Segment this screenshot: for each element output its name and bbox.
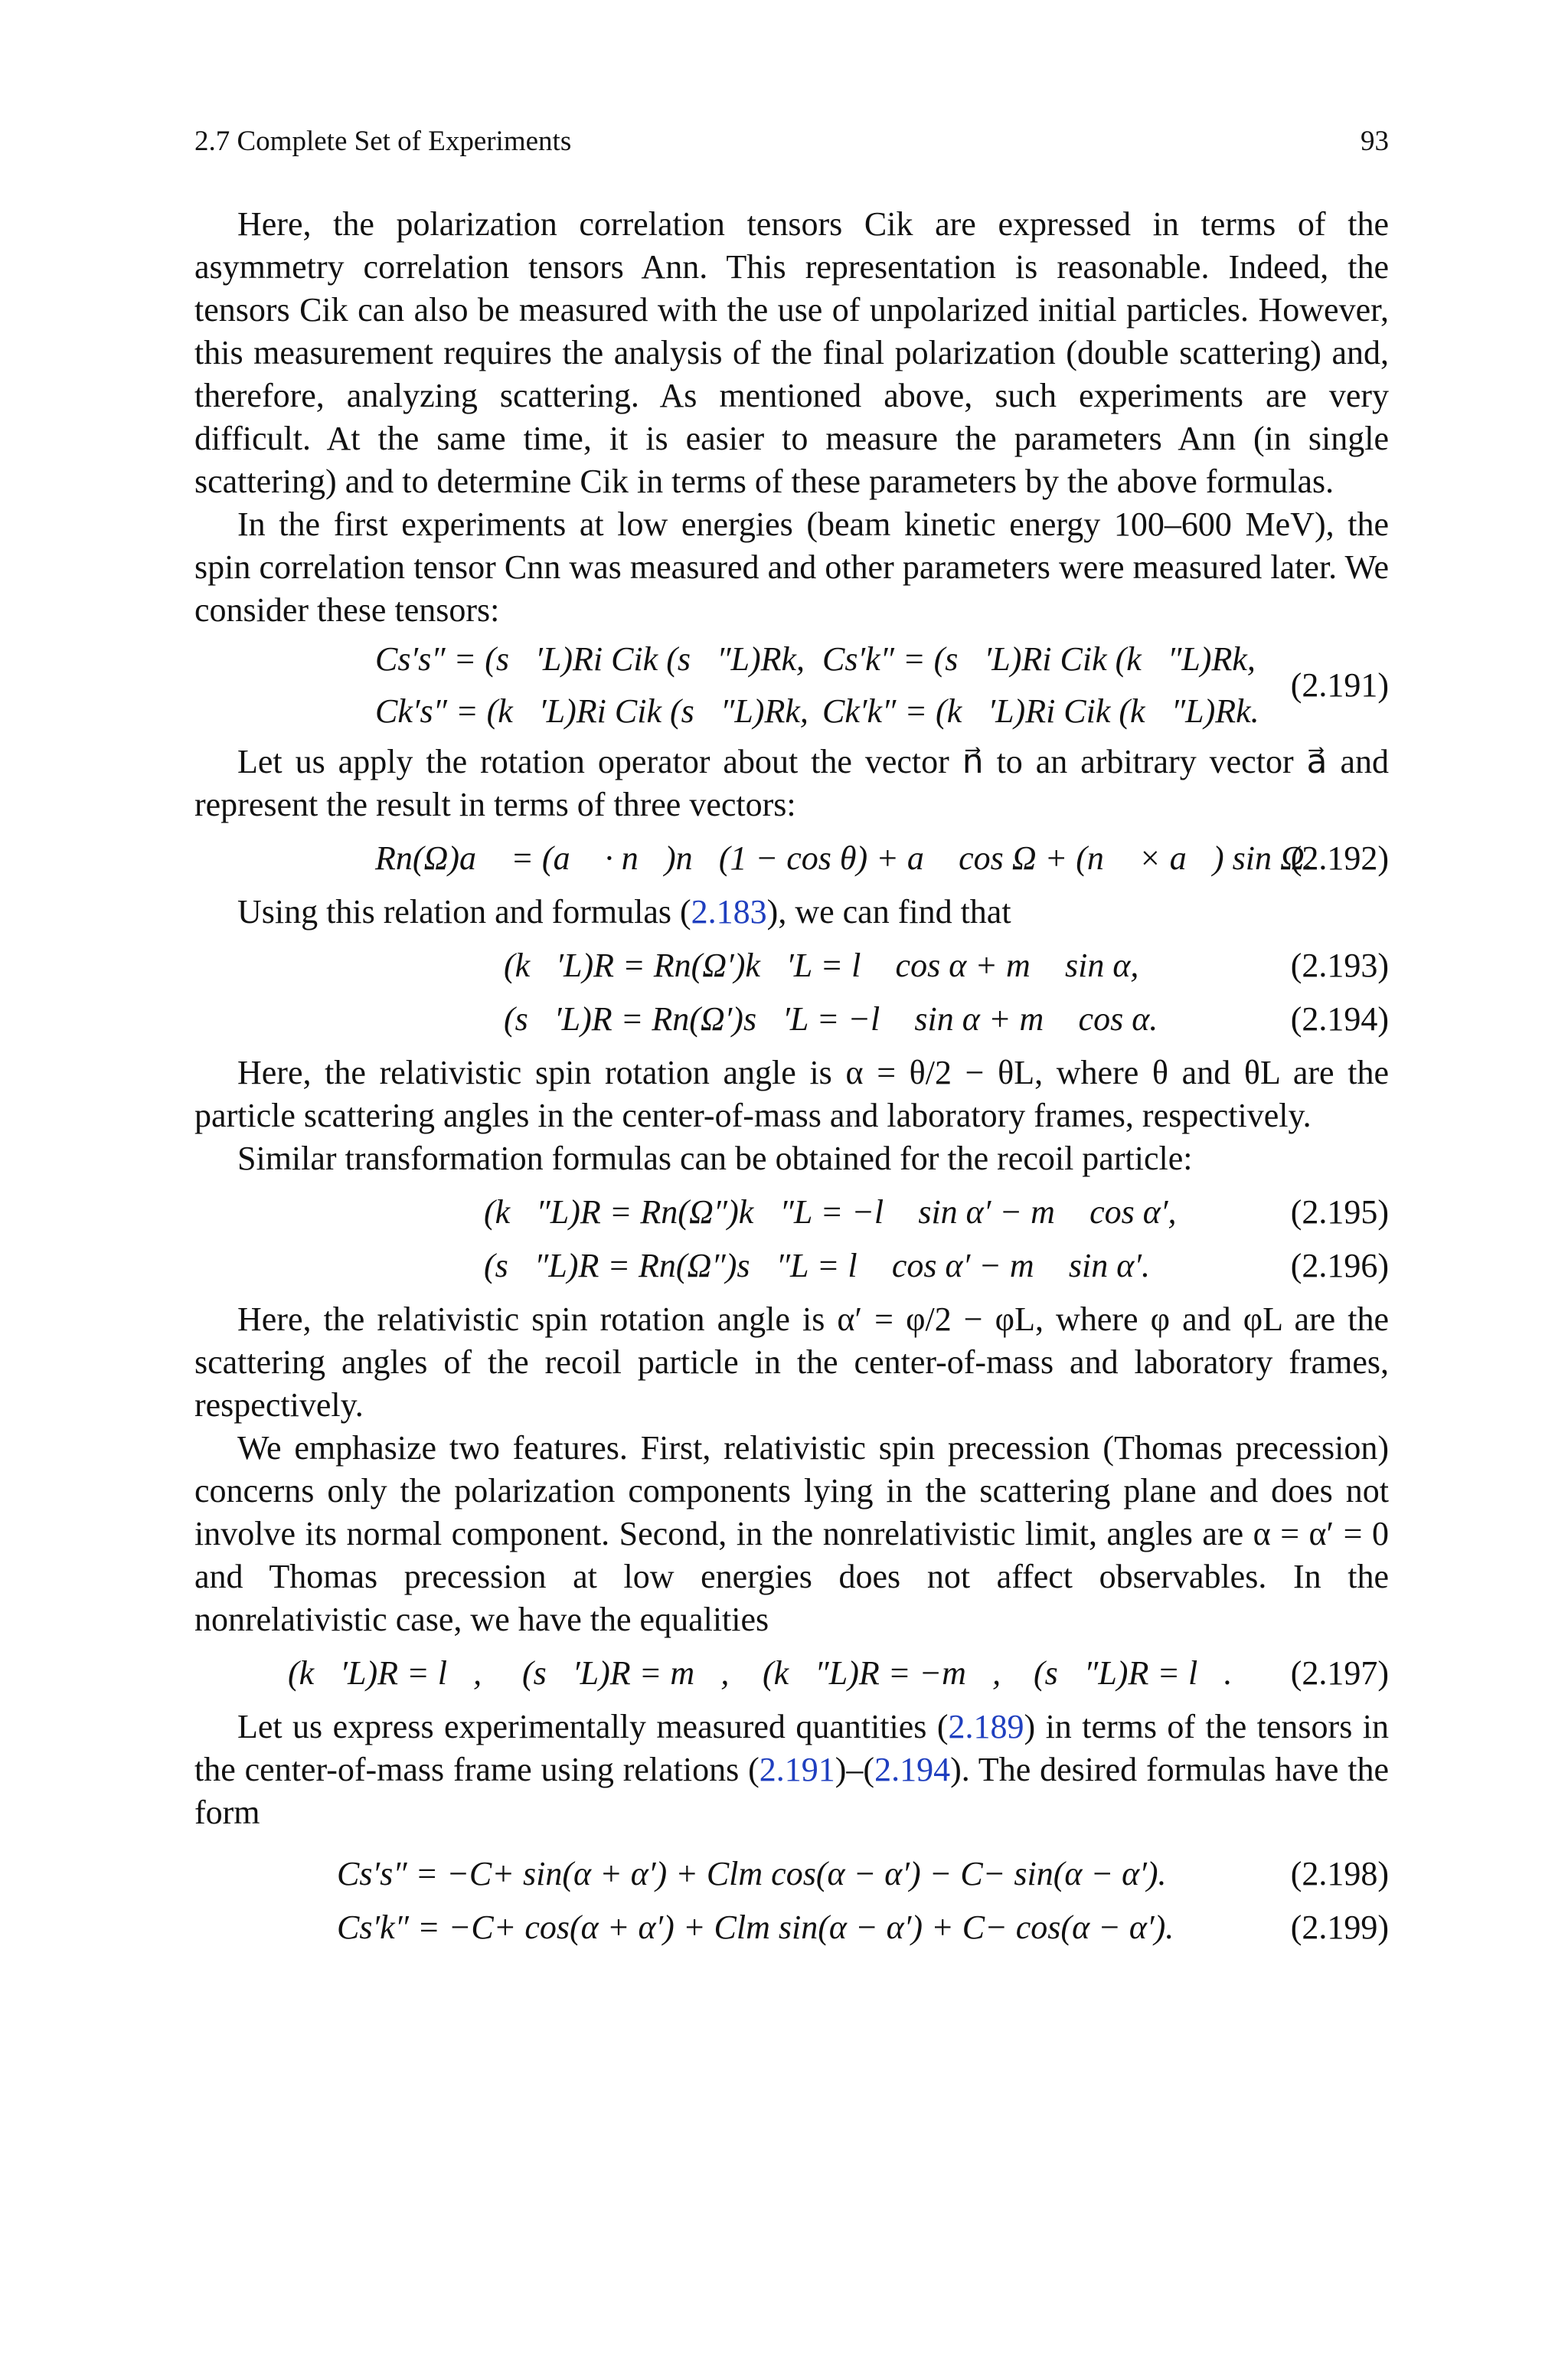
equation-body: Cs′k″ = −C+ cos(α + α′) + Clm sin(α − α′) + C− cos(α − α′). (337, 1909, 1174, 1946)
paragraph: Let us express experimentally measured quantities (2.189) in terms of the tensors in the center-of-mass frame using relations (2.191)–(2.194). The desired formulas have the form (194, 1708, 1389, 1831)
equation-link[interactable]: 2.183 (691, 893, 767, 931)
equation-number: (2.193) (1290, 947, 1389, 984)
equation-number: (2.195) (1290, 1193, 1389, 1231)
equation-number: (2.196) (1290, 1247, 1389, 1284)
equation-number: (2.194) (1290, 1000, 1389, 1038)
page-number: 93 (1361, 126, 1389, 157)
equation-2-199 (194, 1906, 1389, 1949)
equation-2-198 (194, 1853, 1389, 1896)
paragraph: Here, the relativistic spin rotation angle is α′ = φ/2 − φL, where φ and φL are the scattering angles of the recoil particle in the center-of-mass and laboratory frames, respectively. (194, 1300, 1389, 1424)
equation-2-197 (194, 1652, 1389, 1695)
paragraph: Here, the relativistic spin rotation angle is α = θ/2 − θL, where θ and θL are the particle scattering angles in the center-of-mass and laboratory frames, respectively. (194, 1054, 1389, 1134)
equation-number: (2.197) (1290, 1654, 1389, 1692)
equation-body: (k⃗″L)R = Rn(Ω″)k⃗″L = −l⃗ sin α′ − m⃗ cos α′, (484, 1193, 1177, 1231)
equation-term: (k⃗′L)R = l⃗, (288, 1654, 482, 1692)
equation-2-192 (194, 837, 1389, 880)
body-text (194, 203, 1389, 1960)
equation-number: (2.198) (1290, 1855, 1389, 1892)
equation-link[interactable]: 2.191 (759, 1751, 835, 1788)
equation-2-194 (194, 998, 1389, 1041)
equation-2-191 (194, 638, 1389, 733)
paragraph: We emphasize two features. First, relativistic spin precession (Thomas precession) concerns only the polarization components lying in the scattering plane and does not involve its normal component. Second, in the nonrelativistic limit, angles are α = α′ = 0 and Thomas precession at low energies does not affect observables. In the nonrelativistic case, we have the equalities (194, 1429, 1389, 1638)
equation-2-193 (194, 944, 1389, 987)
equation-body: (s⃗′L)R = Rn(Ω′)s⃗′L = −l⃗ sin α + m⃗ cos α. (504, 1000, 1158, 1038)
running-head (194, 125, 1389, 159)
paragraph: Let us apply the rotation operator about the vector n⃗ to an arbitrary vector a⃗ and represent the result in terms of three vectors: (194, 743, 1389, 823)
equation-term: (s⃗′L)R = m⃗, (522, 1654, 730, 1692)
equation-link[interactable]: 2.194 (874, 1751, 951, 1788)
equation-2-196 (194, 1245, 1389, 1287)
equation-term: Ck′s″ = (k⃗′L)Ri Cik (s⃗″L)Rk, (375, 692, 808, 730)
equation-term: Ck′k″ = (k⃗′L)Ri Cik (k⃗″L)Rk. (822, 692, 1259, 730)
section-title: 2.7 Complete Set of Experiments (194, 126, 572, 157)
equation-link[interactable]: 2.189 (948, 1708, 1024, 1745)
equation-body: Rn(Ω)a⃗ = (a⃗ · n⃗)n⃗(1 − cos θ) + a⃗ cos Ω + (n⃗ × a⃗) sin Ω. (375, 839, 1313, 877)
equation-term: Cs′s″ = (s⃗′L)Ri Cik (s⃗″L)Rk, (375, 640, 805, 678)
paragraph: In the first experiments at low energies (beam kinetic energy 100–600 MeV), the spin correlation tensor Cnn was measured and other parameters were measured later. We consider these tensors: (194, 505, 1389, 629)
equation-body: Cs′s″ = −C+ sin(α + α′) + Clm cos(α − α′) − C− sin(α − α′). (337, 1855, 1167, 1892)
equation-number: (2.199) (1290, 1909, 1389, 1946)
equation-number: (2.192) (1290, 839, 1389, 877)
paragraph: Using this relation and formulas (2.183), we can find that (237, 893, 1011, 931)
book-page (194, 0, 1389, 2378)
equation-term: (k⃗″L)R = −m⃖, (763, 1654, 1001, 1692)
equation-2-195 (194, 1191, 1389, 1234)
equation-term: (s⃗″L)R = l⃗. (1034, 1654, 1233, 1692)
equation-term: Cs′k″ = (s⃗′L)Ri Cik (k⃗″L)Rk, (822, 640, 1256, 678)
equation-number: (2.191) (1290, 666, 1389, 704)
paragraph: Similar transformation formulas can be obtained for the recoil particle: (237, 1140, 1193, 1177)
paragraph: Here, the polarization correlation tensors Cik are expressed in terms of the asymmetry correlation tensors Ann. This representation is reasonable. Indeed, the tensors Cik can also be measured with the use of unpolarized initial particles. However, this measurement requires the analysis of the final polarization (double scattering) and, therefore, analyzing scattering. As mentioned above, such experiments are very difficult. At the same time, it is easier to measure the parameters Ann (in single scattering) and to determine Cik in terms of these parameters by the above formulas. (194, 205, 1389, 500)
equation-body: (s⃗″L)R = Rn(Ω″)s⃗″L = l⃗ cos α′ − m⃗ sin α′. (484, 1247, 1150, 1284)
equation-body: (k⃗′L)R = Rn(Ω′)k⃗′L = l⃗ cos α + m⃗ sin α, (504, 947, 1139, 984)
